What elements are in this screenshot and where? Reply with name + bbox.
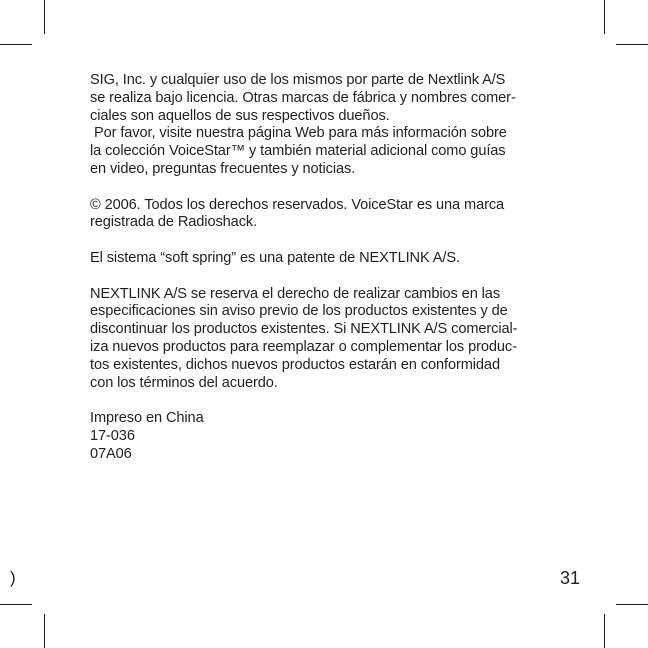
text-line: NEXTLINK A/S se reserva el derecho de realizar cambios en las bbox=[90, 285, 501, 302]
text-line: se realiza bajo licencia. Otras marcas de fábrica y nombres comer- bbox=[90, 89, 516, 106]
paragraph-copyright bbox=[90, 197, 570, 233]
text-line: la colección VoiceStar™ y también material adicional como guías bbox=[90, 143, 506, 160]
text-line: con los términos del acuerdo. bbox=[90, 374, 278, 391]
text-line: Por favor, visite nuestra página Web para más información sobre bbox=[90, 125, 507, 142]
text-line: ciales son aquellos de sus respectivos dueños. bbox=[90, 107, 390, 124]
text-line: © 2006. Todos los derechos reservados. VoiceStar es una marca bbox=[90, 196, 505, 213]
crop-mark-top-right-vertical bbox=[604, 0, 605, 34]
paragraph-disclaimer bbox=[90, 286, 570, 393]
text-line: registrada de Radioshack. bbox=[90, 214, 258, 231]
text-line: 17-036 bbox=[90, 427, 135, 444]
paragraph-trademark-license bbox=[90, 72, 570, 179]
document-body bbox=[90, 72, 570, 481]
text-line: SIG, Inc. y cualquier uso de los mismos por parte de Nextlink A/S bbox=[90, 72, 506, 88]
text-line: discontinuar los productos existentes. Si NEXTLINK A/S comercial- bbox=[90, 321, 518, 338]
crop-mark-bottom-right-horizontal bbox=[616, 604, 648, 605]
crop-mark-bottom-right-vertical bbox=[604, 614, 605, 648]
crop-mark-top-right-horizontal bbox=[616, 44, 648, 45]
page-number: 31 bbox=[560, 568, 581, 588]
paragraph-patent bbox=[90, 250, 570, 268]
text-line: tos existentes, dichos nuevos productos estarán en conformidad bbox=[90, 356, 500, 373]
text-line: especificaciones sin aviso previo de los productos existentes y de bbox=[90, 303, 508, 320]
crop-mark-top-left-vertical bbox=[44, 0, 45, 34]
edge-mark: ) bbox=[10, 568, 16, 587]
crop-mark-bottom-left-horizontal bbox=[0, 604, 32, 605]
text-line: 07A06 bbox=[90, 445, 132, 462]
crop-mark-bottom-left-vertical bbox=[44, 614, 45, 648]
text-line: en video, preguntas frecuentes y noticias. bbox=[90, 160, 356, 177]
text-line: Impreso en China bbox=[90, 410, 204, 427]
text-line: El sistema “soft spring” es una patente de NEXTLINK A/S. bbox=[90, 249, 460, 266]
paragraph-print-info bbox=[90, 410, 570, 463]
crop-mark-top-left-horizontal bbox=[0, 44, 32, 45]
text-line: iza nuevos productos para reemplazar o complementar los produc- bbox=[90, 338, 517, 355]
